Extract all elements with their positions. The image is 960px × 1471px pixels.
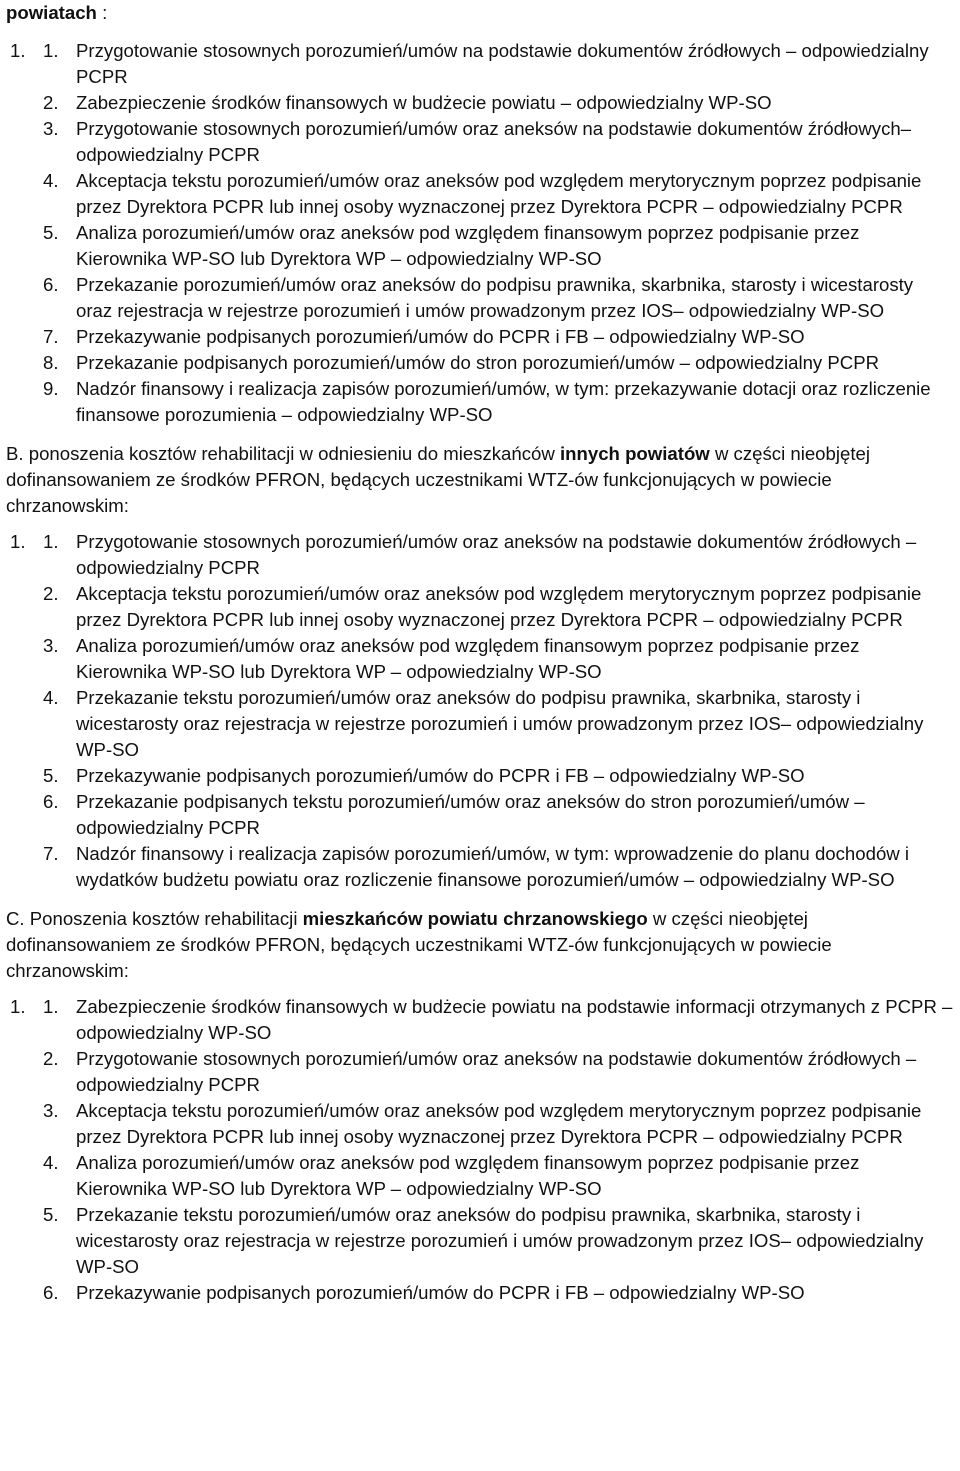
list-item-text: Akceptacja tekstu porozumień/umów oraz aneksów pod względem merytorycznym poprzez podpisanie przez Dyrektora PCPR lub innej osoby wyznaczonej przez Dyrektora PCPR – odpowiedzialny PCPR — [76, 1100, 922, 1147]
list-item-number: 7. — [43, 843, 59, 864]
list-item-number: 7. — [43, 326, 59, 347]
list-item-number: 1. — [43, 40, 59, 61]
section-c-bold: mieszkańców powiatu chrzanowskiego — [302, 908, 648, 929]
list-item — [6, 841, 954, 893]
list-item — [6, 633, 954, 685]
list-item-text: Przekazywanie podpisanych porozumień/umów do PCPR i FB – odpowiedzialny WP-SO — [76, 765, 805, 786]
list-item-text: Przygotowanie stosownych porozumień/umów na podstawie dokumentów źródłowych – odpowiedzialny PCPR — [76, 40, 929, 87]
list-item — [6, 1046, 954, 1098]
list-item-number: 5. — [43, 765, 59, 786]
list-a — [6, 38, 954, 428]
list-item — [6, 220, 954, 272]
list-item — [6, 324, 954, 350]
list-item-number: 6. — [43, 791, 59, 812]
list-item-text: Przekazywanie podpisanych porozumień/umów do PCPR i FB – odpowiedzialny WP-SO — [76, 326, 805, 347]
list-prefix: 1. — [10, 531, 26, 552]
list-item-number: 4. — [43, 170, 59, 191]
section-b-bold: innych powiatów — [559, 443, 710, 464]
list-item-number: 2. — [43, 1048, 59, 1069]
list-item-text: Akceptacja tekstu porozumień/umów oraz aneksów pod względem merytorycznym poprzez podpisanie przez Dyrektora PCPR lub innej osoby wyznaczonej przez Dyrektora PCPR – odpowiedzialny PCPR — [76, 170, 922, 217]
list-item-text: Zabezpieczenie środków finansowych w budżecie powiatu – odpowiedzialny WP-SO — [76, 92, 772, 113]
list-b — [6, 529, 954, 893]
list-item-text: Przekazanie podpisanych porozumień/umów do stron porozumień/umów – odpowiedzialny PCPR — [76, 352, 880, 373]
list-item — [6, 1202, 954, 1280]
list-item-text: Przygotowanie stosownych porozumień/umów oraz aneksów na podstawie dokumentów źródłowych– odpowiedzialny PCPR — [76, 118, 912, 165]
list-item — [6, 529, 954, 581]
list-prefix: 1. — [10, 996, 26, 1017]
list-item-text: Zabezpieczenie środków finansowych w budżecie powiatu na podstawie informacji otrzymanych z PCPR – odpowiedzialny WP-SO — [76, 996, 953, 1043]
list-c — [6, 994, 954, 1306]
list-item — [6, 38, 954, 90]
list-item-text: Przekazywanie podpisanych porozumień/umów do PCPR i FB – odpowiedzialny WP-SO — [76, 1282, 805, 1303]
list-item-number: 3. — [43, 635, 59, 656]
list-item-number: 5. — [43, 1204, 59, 1225]
list-item-number: 5. — [43, 222, 59, 243]
list-item-number: 8. — [43, 352, 59, 373]
list-item — [6, 168, 954, 220]
list-item — [6, 116, 954, 168]
heading-fragment-rest: : — [96, 2, 108, 23]
list-item-number: 1. — [43, 996, 59, 1017]
list-item-number: 2. — [43, 583, 59, 604]
list-item-number: 1. — [43, 531, 59, 552]
list-item — [6, 1098, 954, 1150]
list-item — [6, 789, 954, 841]
list-item-number: 2. — [43, 92, 59, 113]
section-b-lead: B. ponoszenia kosztów rehabilitacji w odniesieniu do mieszkańców — [6, 443, 560, 464]
list-item-text: Analiza porozumień/umów oraz aneksów pod względem finansowym poprzez podpisanie przez Kierownika WP-SO lub Dyrektora WP – odpowiedzialny WP-SO — [76, 635, 860, 682]
list-item-number: 3. — [43, 1100, 59, 1121]
list-item-number: 4. — [43, 687, 59, 708]
section-c-lead: C. Ponoszenia kosztów rehabilitacji — [6, 908, 303, 929]
list-item-text: Przekazanie tekstu porozumień/umów oraz aneksów do podpisu prawnika, skarbnika, starosty i wicestarosty oraz rejestracja w rejestrze porozumień i umów prowadzonym przez IOS– odpowiedzialny WP-SO — [76, 687, 924, 760]
list-item — [6, 1150, 954, 1202]
section-c-paragraph — [6, 906, 954, 984]
section-b-paragraph — [6, 441, 954, 519]
list-item-number: 6. — [43, 274, 59, 295]
list-item-text: Analiza porozumień/umów oraz aneksów pod względem finansowym poprzez podpisanie przez Kierownika WP-SO lub Dyrektora WP – odpowiedzialny WP-SO — [76, 1152, 860, 1199]
list-item-text: Przekazanie podpisanych tekstu porozumień/umów oraz aneksów do stron porozumień/umów – odpowiedzialny PCPR — [76, 791, 865, 838]
list-item — [6, 350, 954, 376]
list-item — [6, 994, 954, 1046]
list-item-text: Przygotowanie stosownych porozumień/umów oraz aneksów na podstawie dokumentów źródłowych – odpowiedzialny PCPR — [76, 531, 917, 578]
list-prefix: 1. — [10, 40, 26, 61]
list-item — [6, 685, 954, 763]
list-item-text: Nadzór finansowy i realizacja zapisów porozumień/umów, w tym: wprowadzenie do planu dochodów i wydatków budżetu powiatu oraz rozliczenie finansowe porozumień/umów – odpowiedzialny WP-SO — [76, 843, 910, 890]
list-item-text: Przekazanie porozumień/umów oraz aneksów do podpisu prawnika, skarbnika, starosty i wicestarosty oraz rejestracja w rejestrze porozumień i umów prowadzonym przez IOS– odpowiedzialny WP-SO — [76, 274, 914, 321]
list-item — [6, 763, 954, 789]
list-item-text: Przekazanie tekstu porozumień/umów oraz aneksów do podpisu prawnika, skarbnika, starosty i wicestarosty oraz rejestracja w rejestrze porozumień i umów prowadzonym przez IOS– odpowiedzialny WP-SO — [76, 1204, 924, 1277]
list-item — [6, 90, 954, 116]
list-item-text: Przygotowanie stosownych porozumień/umów oraz aneksów na podstawie dokumentów źródłowych – odpowiedzialny PCPR — [76, 1048, 917, 1095]
list-item — [6, 272, 954, 324]
list-item-text: Nadzór finansowy i realizacja zapisów porozumień/umów, w tym: przekazywanie dotacji oraz rozliczenie finansowe porozumienia – odpowiedzialny WP-SO — [76, 378, 931, 425]
list-item-number: 9. — [43, 378, 59, 399]
list-item-text: Akceptacja tekstu porozumień/umów oraz aneksów pod względem merytorycznym poprzez podpisanie przez Dyrektora PCPR lub innej osoby wyznaczonej przez Dyrektora PCPR – odpowiedzialny PCPR — [76, 583, 922, 630]
list-item-number: 6. — [43, 1282, 59, 1303]
heading-fragment — [6, 0, 954, 26]
list-item — [6, 581, 954, 633]
list-item-text: Analiza porozumień/umów oraz aneksów pod względem finansowym poprzez podpisanie przez Kierownika WP-SO lub Dyrektora WP – odpowiedzialny WP-SO — [76, 222, 860, 269]
heading-fragment-bold: powiatach — [6, 2, 97, 23]
section-b-tail: w części nieobjętej dofinansowaniem ze środków PFRON, będących uczestnikami WTZ-ów funkcjonujących w powiecie chrzanowskim: — [6, 443, 870, 516]
section-c-tail: w części nieobjętej dofinansowaniem ze środków PFRON, będących uczestnikami WTZ-ów funkcjonujących w powiecie chrzanowskim: — [6, 908, 832, 981]
list-item — [6, 1280, 954, 1306]
list-item-number: 4. — [43, 1152, 59, 1173]
list-item-number: 3. — [43, 118, 59, 139]
list-item — [6, 376, 954, 428]
